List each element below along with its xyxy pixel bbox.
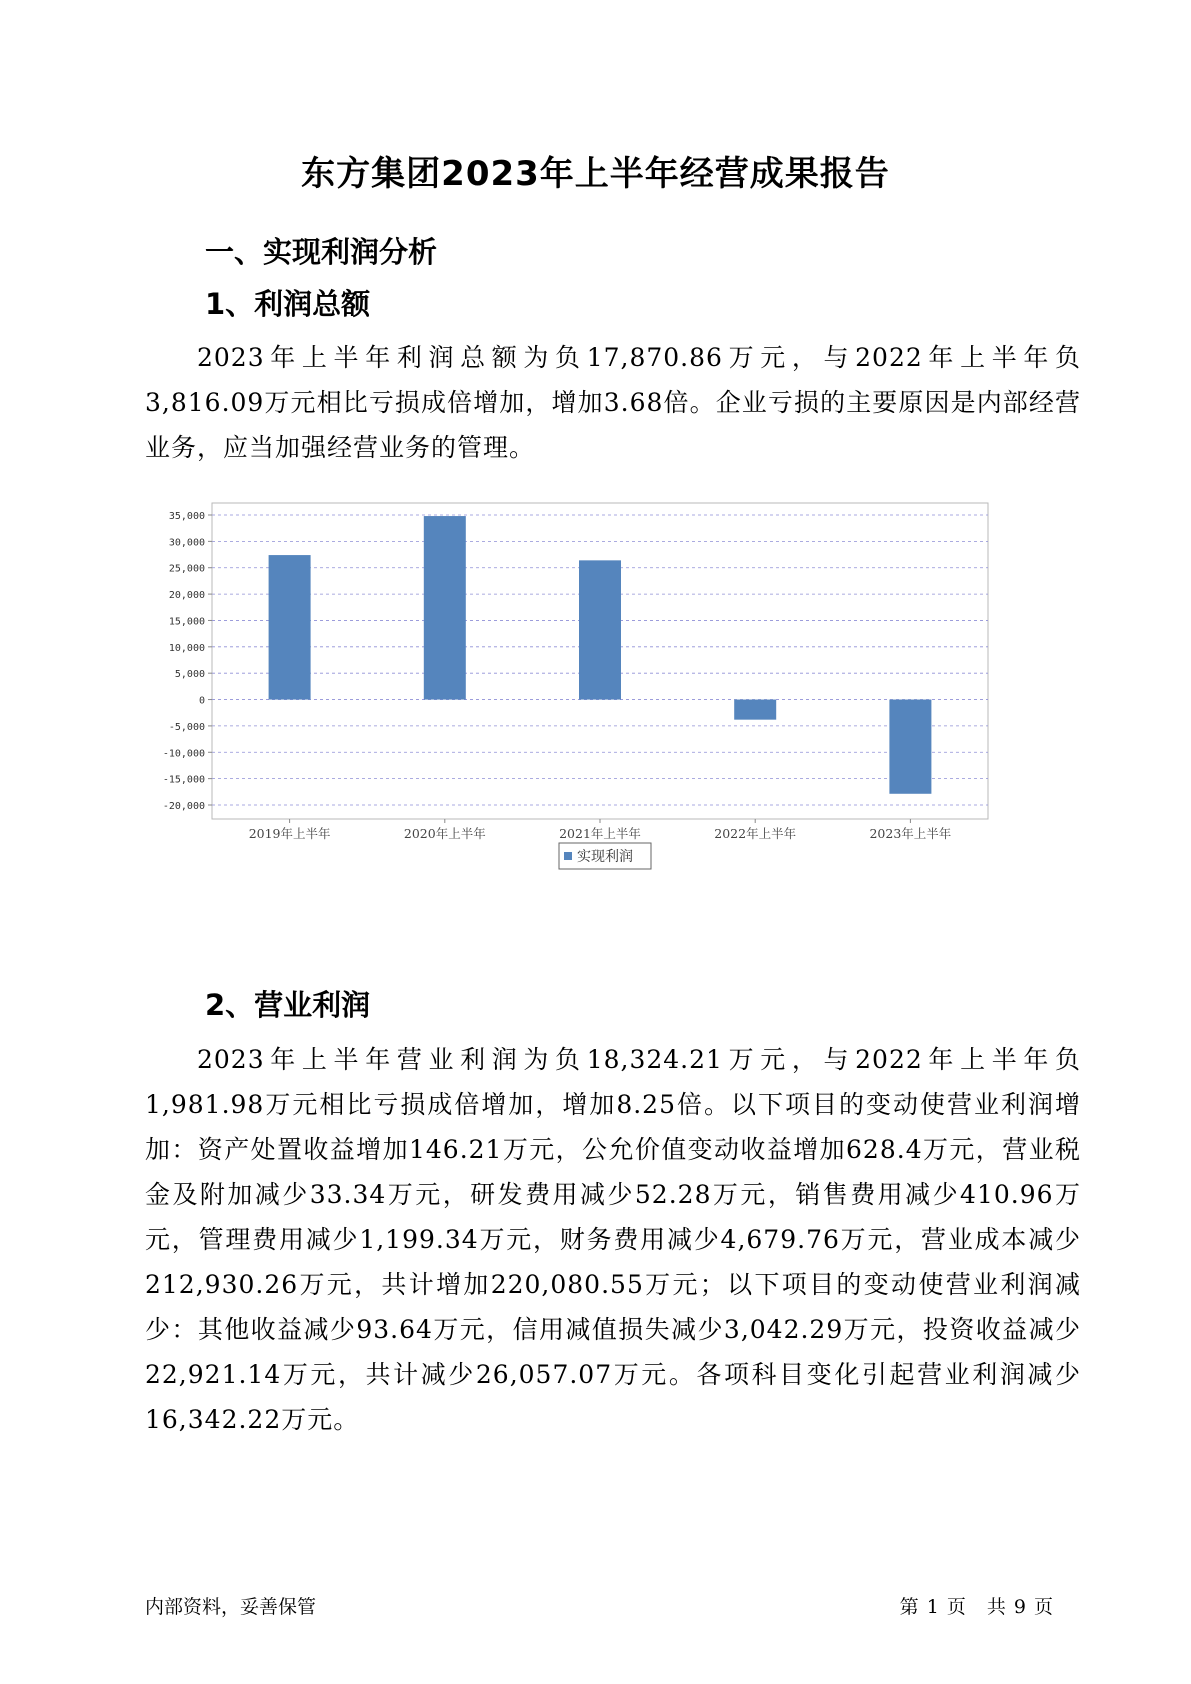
y-tick-label: 15,000 — [168, 616, 205, 628]
bar-4 — [734, 700, 776, 720]
footer-page-number: 第 1 页 共 9 页 — [899, 1596, 1054, 1618]
x-tick-label: 2023年上半年 — [869, 826, 952, 841]
total-profit-paragraph: 2023年上半年利润总额为负17,870.86万元，与2022年上半年负3,816.09万元相比亏损成倍增加，增加3.68倍。企业亏损的主要原因是内部经营业务，应当加强经营业务的管理。 — [145, 343, 1081, 462]
x-tick-label: 2019年上半年 — [248, 826, 331, 841]
y-tick-label: 0 — [198, 695, 205, 707]
x-tick-label: 2020年上半年 — [403, 826, 486, 841]
y-tick-label: 35,000 — [168, 511, 205, 522]
section-heading-profit-analysis: 一、实现利润分析 — [205, 235, 438, 269]
legend-swatch — [564, 852, 572, 860]
y-tick-label: -20,000 — [162, 801, 205, 812]
bar-1 — [269, 555, 311, 699]
y-tick-label: 20,000 — [168, 590, 205, 602]
subsection-heading-operating-profit: 2、营业利润 — [205, 988, 371, 1022]
x-tick-label: 2021年上半年 — [559, 826, 641, 841]
y-tick-label: 25,000 — [168, 563, 205, 575]
y-tick-label: 10,000 — [168, 642, 205, 654]
subsection-heading-total-profit: 1、利润总额 — [205, 287, 371, 321]
legend-label: 实现利润 — [577, 849, 633, 865]
bar-2 — [424, 516, 466, 699]
profit-chart — [160, 495, 1040, 955]
y-tick-label: -10,000 — [162, 748, 205, 760]
report-title: 东方集团2023年上半年经营成果报告 — [301, 154, 890, 194]
y-tick-label: 5,000 — [174, 669, 205, 681]
bar-5 — [889, 700, 931, 794]
x-tick-label: 2022年上半年 — [714, 826, 797, 841]
y-tick-label: -5,000 — [168, 721, 205, 733]
operating-profit-paragraph: 2023年上半年营业利润为负18,324.21万元，与2022年上半年负1,981.98万元相比亏损成倍增加，增加8.25倍。以下项目的变动使营业利润增加：资产处置收益增加146.21万元，公允价值变动收益增加628.4万元，营业税金及附加减少33.34万元，研发费用减少52.28万元，销售费用减少410.96万元，管理费用减少1,199.34万元，财务费用减少4,679.76万元，营业成本减少212,930.26万元，共计增加220,080.55万元；以下项目的变动使营业利润减少：其他收益减少93.64万元，信用减值损失减少3,042.29万元，投资收益减少22,921.14万元，共计减少26,057.07万元。各项科目变化引起营业利润减少16,342.22万元。 — [145, 1045, 1081, 1434]
footer-confidential-note: 内部资料，妥善保管 — [145, 1596, 317, 1618]
chart-svg — [160, 495, 1040, 955]
bar-3 — [579, 560, 621, 699]
y-tick-label: 30,000 — [168, 537, 205, 549]
y-tick-label: -15,000 — [162, 774, 205, 786]
